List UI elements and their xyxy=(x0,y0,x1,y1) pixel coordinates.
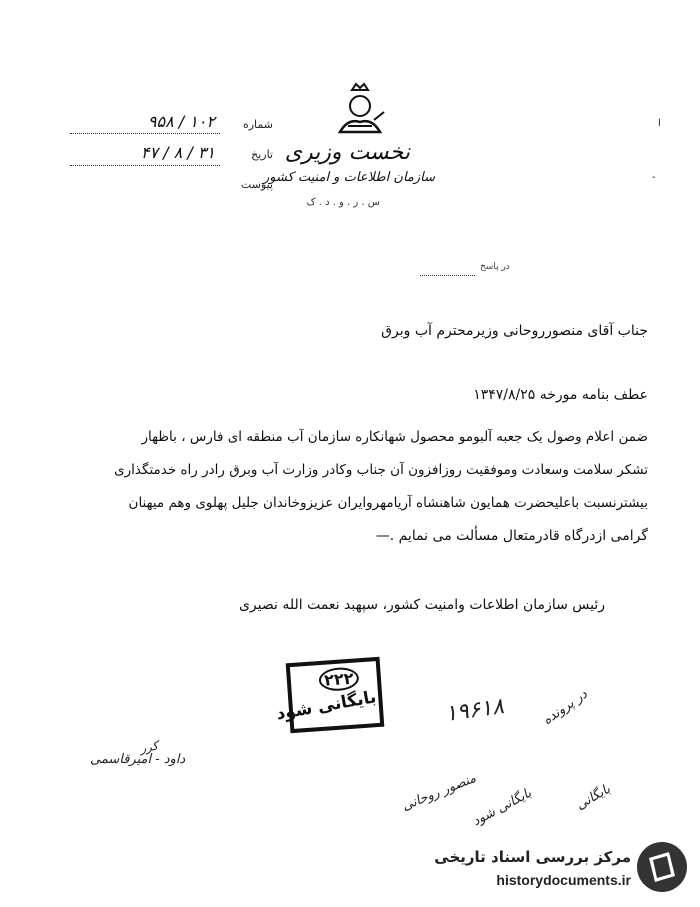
org-title: نخست وزیری xyxy=(284,140,410,165)
org-code: س . ر . و . د . ک xyxy=(306,197,380,208)
date-line xyxy=(70,165,220,166)
reference-line: عطف بنامه مورخه ۱۳۴۷/۸/۲۵ xyxy=(473,387,648,403)
paragraph-line: بیشترنسبت باعلیحضرت همایون شاهنشاه آریامهروایران عزیزوخاندان جلیل پهلوی وهم میهنان xyxy=(128,495,648,511)
archive-stamp xyxy=(274,657,385,733)
handwritten-note: در پرونده xyxy=(540,686,591,729)
site-watermark xyxy=(395,838,695,902)
org-subtitle: سازمان اطلاعات و امنیت کشور xyxy=(262,170,435,185)
margin-mark-top: ا xyxy=(658,118,661,129)
number-label: شماره xyxy=(242,118,273,131)
number-value: ۹۵۸ / ۱۰۲ xyxy=(147,112,215,131)
recipient-line: جناب آقای منصورروحانی وزیرمحترم آب وبرق xyxy=(381,323,648,339)
signature-line: رئیس سازمان اطلاعات وامنیت کشور، سپهبد نعمت الله نصیری xyxy=(238,597,605,613)
handwritten-name: داود - امیرقاسمی xyxy=(90,752,186,767)
handwritten-initials: کرر xyxy=(138,738,160,756)
handwritten-note: بایگانی xyxy=(573,781,614,814)
lion-and-sun-emblem-icon xyxy=(330,82,390,138)
watermark-logo-icon xyxy=(635,840,689,894)
paragraph-line: تشکر سلامت وسعادت وموفقیت روزافزون آن جناب وکادر وزارت آب وبرق رادر راه خدمتگذاری xyxy=(114,462,648,478)
attachment-label: پیوست xyxy=(240,178,273,191)
handwritten-number: ۱۹۶۱۸ xyxy=(443,694,506,727)
margin-mark-mid: - xyxy=(652,172,656,183)
handwritten-note: منصور روحانی xyxy=(400,770,479,815)
stamp-number: ۲۲۲ xyxy=(318,666,360,692)
watermark-title: مرکز بررسی اسناد تاریخی xyxy=(434,848,631,866)
date-label: تاریخ xyxy=(251,148,273,161)
reply-reference-label: در پاسخ xyxy=(480,262,510,272)
number-line xyxy=(70,133,220,134)
handwritten-note: بایگانی شود xyxy=(470,785,535,830)
stamp-text: بایگانی شود xyxy=(274,687,378,725)
watermark-url: historydocuments.ir xyxy=(496,872,631,888)
paragraph-line: ضمن اعلام وصول یک جعبه آلبومو محصول شهانکاره سازمان آب منطقه ای فارس ، باظهار xyxy=(141,429,648,445)
reply-reference-line xyxy=(420,275,475,276)
closing-line: گرامی ازدرگاه قادرمتعال مسألت می نمایم .— xyxy=(375,528,648,544)
date-value: ۴۷ / ۸ / ۳۱ xyxy=(140,143,215,162)
